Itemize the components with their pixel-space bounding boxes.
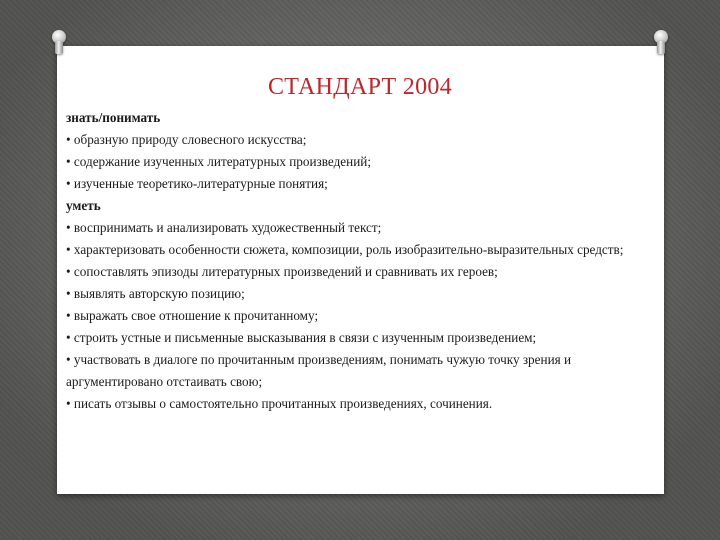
pushpin-icon — [652, 30, 670, 56]
list-item: • сопоставлять эпизоды литературных произведений и сравнивать их героев; — [66, 264, 498, 279]
pushpin-icon — [50, 30, 68, 56]
slide-title: СТАНДАРТ 2004 — [267, 74, 453, 100]
list-item: • содержание изученных литературных произведений; — [66, 154, 371, 169]
list-item: • выявлять авторскую позицию; — [66, 286, 245, 301]
list-item: • выражать свое отношение к прочитанному; — [66, 308, 319, 323]
list-item: • образную природу словесного искусства; — [66, 132, 307, 147]
list-item: • воспринимать и анализировать художественный текст; — [66, 220, 382, 235]
section-heading-know: знать/понимать — [66, 110, 161, 125]
section-heading-able: уметь — [66, 198, 101, 213]
list-item: • строить устные и письменные высказывания в связи с изученным произведением; — [66, 330, 537, 345]
slide-content — [66, 107, 654, 415]
list-item: • характеризовать особенности сюжета, композиции, роль изобразительно-выразительных средств; — [66, 242, 624, 257]
list-item: • писать отзывы о самостоятельно прочитанных произведениях, сочинения. — [66, 396, 493, 411]
list-item: • участвовать в диалоге по прочитанным произведениям, понимать чужую точку зрения и аргументировано отстаивать свою; — [66, 352, 572, 389]
list-item: • изученные теоретико-литературные понятия; — [66, 176, 328, 191]
